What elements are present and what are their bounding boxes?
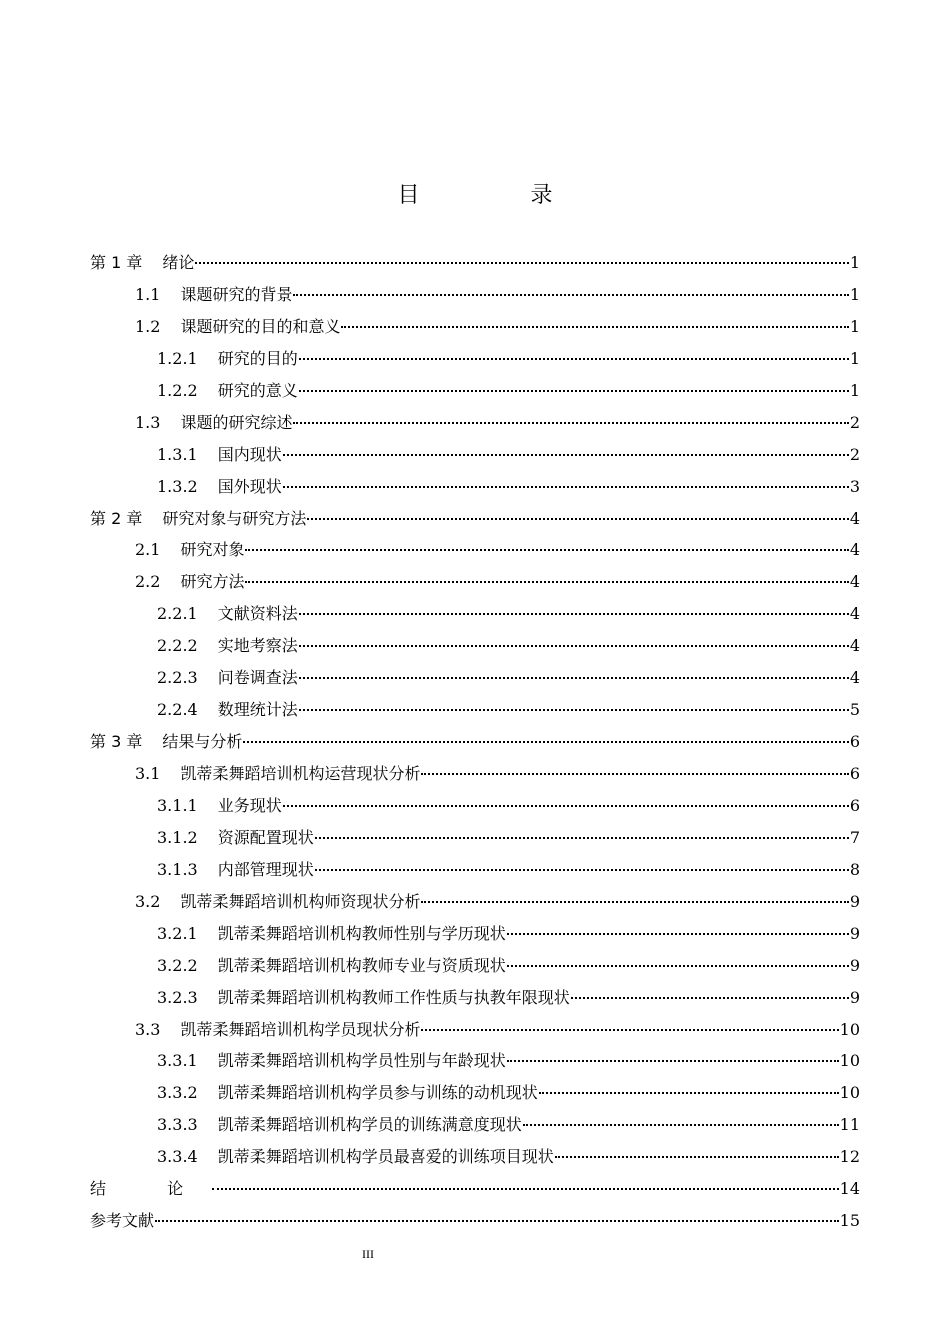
toc-entry-title: 绪论: [162, 253, 195, 272]
toc-entry-title: 课题的研究综述: [180, 412, 293, 432]
toc-entry[interactable]: [90, 566, 860, 598]
toc-entry-title: 凯蒂柔舞蹈培训机构师资现状分析: [180, 891, 421, 911]
toc-entry-page: 5: [849, 700, 860, 720]
toc-entry-number: 2.1: [135, 540, 161, 560]
toc-entry-page: 4: [849, 668, 860, 688]
toc-leader-dots: [507, 1056, 839, 1062]
toc-leader-dots: [283, 450, 849, 456]
toc-entry-number: 第 2 章: [90, 508, 143, 528]
toc-leader-dots: [283, 482, 849, 488]
toc-entry-number: 3.3: [135, 1019, 161, 1039]
toc-leader-dots: [315, 833, 849, 839]
toc-entry-title: 凯蒂柔舞蹈培训机构学员的训练满意度现状: [217, 1115, 522, 1135]
toc-entry-page: 7: [849, 827, 860, 847]
toc-entry-number: 3.3.3: [157, 1115, 198, 1135]
toc-leader-dots: [212, 1184, 839, 1190]
toc-leader-dots: [245, 577, 848, 583]
toc-entry[interactable]: [90, 1109, 860, 1141]
toc-entry-title: 研究对象: [180, 540, 245, 560]
toc-entry-page: 4: [849, 540, 860, 560]
toc-entry[interactable]: [90, 1077, 860, 1109]
toc-entry[interactable]: [90, 918, 860, 950]
toc-leader-dots: [341, 322, 848, 328]
toc-entry-page: 4: [849, 636, 860, 656]
toc-entry[interactable]: [90, 311, 860, 343]
toc-entry-page: 9: [849, 891, 860, 911]
toc-entry[interactable]: [90, 950, 860, 982]
toc-entry-title: 业务现状: [217, 795, 282, 815]
toc-entry-number: 3.3.2: [157, 1083, 198, 1103]
toc-entry[interactable]: [90, 247, 860, 279]
toc-leader-dots: [421, 769, 848, 775]
toc-entry-page: 14: [839, 1179, 860, 1199]
toc-entry-number: 2.2.3: [157, 668, 198, 688]
toc-leader-dots: [293, 290, 848, 296]
toc-leader-dots: [507, 961, 849, 967]
toc-entry-page: 9: [849, 923, 860, 943]
toc-entry-number: 3.2.1: [157, 923, 198, 943]
toc-entry-number: 3.2: [135, 891, 161, 911]
toc-entry-number: 1.3.2: [157, 476, 198, 496]
toc-entry-number: 2.2.2: [157, 636, 198, 656]
toc-entry-page: 15: [839, 1211, 860, 1231]
toc-leader-dots: [539, 1088, 839, 1094]
toc-leader-dots: [299, 641, 849, 647]
toc-leader-dots: [523, 1120, 839, 1126]
toc-entry-title: 参考文献: [90, 1211, 155, 1231]
toc-entry[interactable]: [90, 694, 860, 726]
toc-entry-title: 国内现状: [217, 444, 282, 464]
toc-entry-page: 9: [849, 955, 860, 975]
toc-entry-page: 1: [849, 253, 860, 272]
toc-entry-title: 内部管理现状: [217, 859, 314, 879]
toc-entry[interactable]: [90, 534, 860, 566]
toc-entry-number: 3.2.2: [157, 955, 198, 975]
toc-leader-dots: [507, 929, 849, 935]
toc-entry-number: 2.2: [135, 572, 161, 592]
toc-entry-title: 凯蒂柔舞蹈培训机构运营现状分析: [180, 764, 421, 783]
toc-entry-title: 文献资料法: [217, 604, 298, 624]
toc-entry-number: 3.1.1: [157, 795, 198, 815]
toc-entry[interactable]: [90, 279, 860, 311]
toc-entry-number: 1.3.1: [157, 444, 198, 464]
toc-entry-number: 3.1.3: [157, 859, 198, 879]
toc-entry-title: 凯蒂柔舞蹈培训机构学员性别与年龄现状: [217, 1051, 506, 1071]
toc-entry[interactable]: [90, 1014, 860, 1046]
toc-entry-title: 研究对象与研究方法: [162, 508, 307, 528]
toc-entry-number: 第 1 章: [90, 253, 143, 272]
toc-entry-title: 实地考察法: [217, 636, 298, 656]
toc-leader-dots: [299, 673, 849, 679]
toc-entry[interactable]: [90, 822, 860, 854]
toc-entry-title: 凯蒂柔舞蹈培训机构学员最喜爱的训练项目现状: [217, 1147, 554, 1167]
toc-entry-title: 资源配置现状: [217, 827, 314, 847]
toc-entry-page: 12: [839, 1147, 860, 1167]
toc-entry-number: 1.1: [135, 284, 161, 304]
toc-entry-title: 凯蒂柔舞蹈培训机构教师工作性质与执教年限现状: [217, 987, 570, 1007]
toc-entry-title: 结果与分析: [162, 732, 243, 752]
toc-entry-number: 1.2.2: [157, 380, 198, 400]
toc-leader-dots: [421, 897, 848, 903]
toc-entry-title: 研究的意义: [217, 380, 298, 400]
toc-entry-page: 9: [849, 987, 860, 1007]
page-number: III: [362, 1247, 374, 1261]
toc-entry[interactable]: [90, 726, 860, 758]
toc-entry[interactable]: [90, 343, 860, 375]
toc-entry-title: 课题研究的背景: [180, 284, 293, 304]
toc-leader-dots: [315, 865, 849, 871]
toc-entry[interactable]: [90, 630, 860, 662]
toc-leader-dots: [555, 1152, 839, 1158]
toc-leader-dots: [299, 354, 849, 360]
toc-leader-dots: [195, 258, 848, 264]
toc-entry-title: 凯蒂柔舞蹈培训机构教师专业与资质现状: [217, 955, 506, 975]
toc-entry-title: 数理统计法: [217, 700, 298, 720]
toc-entry[interactable]: [90, 503, 860, 535]
toc-leader-dots: [299, 609, 849, 615]
toc-leader-dots: [283, 801, 849, 807]
toc-entry-title: 研究的目的: [217, 348, 298, 368]
toc-entry-page: 10: [839, 1019, 860, 1039]
toc-leader-dots: [293, 418, 848, 424]
toc-title: 目 录: [397, 183, 605, 208]
toc-entry[interactable]: [90, 375, 860, 407]
toc-entry[interactable]: [90, 790, 860, 822]
toc-entry[interactable]: [90, 886, 860, 918]
toc-entry-page: 1: [849, 284, 860, 304]
toc-entry[interactable]: [90, 982, 860, 1014]
toc-entry-page: 10: [839, 1083, 860, 1103]
toc-entry[interactable]: [90, 1045, 860, 1077]
toc-entry-page: 4: [849, 604, 860, 624]
toc-entry-page: 6: [849, 732, 860, 752]
toc-entry[interactable]: [90, 758, 860, 790]
toc-entry-page: 2: [849, 412, 860, 432]
toc-leader-dots: [571, 993, 849, 999]
toc-entry-number: 1.2.1: [157, 348, 198, 368]
toc-entry[interactable]: [90, 854, 860, 886]
toc-entry-number: 1.3: [135, 412, 161, 432]
toc-entry-number: 3.2.3: [157, 987, 198, 1007]
toc-entry-page: 3: [849, 476, 860, 496]
toc-entry-page: 11: [839, 1115, 860, 1135]
toc-entry-page: 1: [849, 380, 860, 400]
toc-entry[interactable]: [90, 407, 860, 439]
toc-leader-dots: [299, 705, 849, 711]
toc-entry-title: 问卷调查法: [217, 668, 298, 688]
toc-entry[interactable]: [90, 1141, 860, 1173]
toc-leader-dots: [243, 737, 848, 743]
toc-entry-number: 3.1.2: [157, 827, 198, 847]
toc-entry[interactable]: [90, 1173, 860, 1205]
toc-entry-title: 研究方法: [180, 572, 245, 592]
toc-entry-page: 8: [849, 859, 860, 879]
toc-leader-dots: [245, 545, 848, 551]
toc-entry-page: 6: [849, 795, 860, 815]
toc-entry-page: 6: [849, 764, 860, 783]
toc-entry-number: 1.2: [135, 316, 161, 336]
toc-entry-title: 结 论: [90, 1179, 212, 1199]
toc-entry-page: 10: [839, 1051, 860, 1071]
toc-leader-dots: [155, 1216, 839, 1222]
toc-list: [90, 247, 860, 1237]
toc-entry-number: 2.2.1: [157, 604, 198, 624]
toc-leader-dots: [421, 1025, 838, 1031]
toc-entry-page: 4: [849, 572, 860, 592]
toc-entry-title: 国外现状: [217, 476, 282, 496]
toc-entry-page: 4: [849, 508, 860, 528]
toc-entry[interactable]: [90, 471, 860, 503]
toc-entry[interactable]: [90, 1205, 860, 1237]
toc-entry-page: 2: [849, 444, 860, 464]
toc-entry-title: 凯蒂柔舞蹈培训机构教师性别与学历现状: [217, 923, 506, 943]
toc-entry-number: 第 3 章: [90, 732, 143, 752]
toc-entry-number: 3.3.1: [157, 1051, 198, 1071]
toc-entry[interactable]: [90, 439, 860, 471]
toc-entry-number: 2.2.4: [157, 700, 198, 720]
toc-entry-page: 1: [849, 316, 860, 336]
toc-leader-dots: [299, 386, 849, 392]
toc-entry-title: 课题研究的目的和意义: [180, 316, 341, 336]
toc-entry-page: 1: [849, 348, 860, 368]
toc-entry[interactable]: [90, 662, 860, 694]
toc-entry-number: 3.1: [135, 764, 161, 783]
toc-entry-title: 凯蒂柔舞蹈培训机构学员参与训练的动机现状: [217, 1083, 538, 1103]
toc-entry-title: 凯蒂柔舞蹈培训机构学员现状分析: [180, 1019, 421, 1039]
toc-entry-number: 3.3.4: [157, 1147, 198, 1167]
toc-leader-dots: [307, 514, 848, 520]
toc-entry[interactable]: [90, 598, 860, 630]
